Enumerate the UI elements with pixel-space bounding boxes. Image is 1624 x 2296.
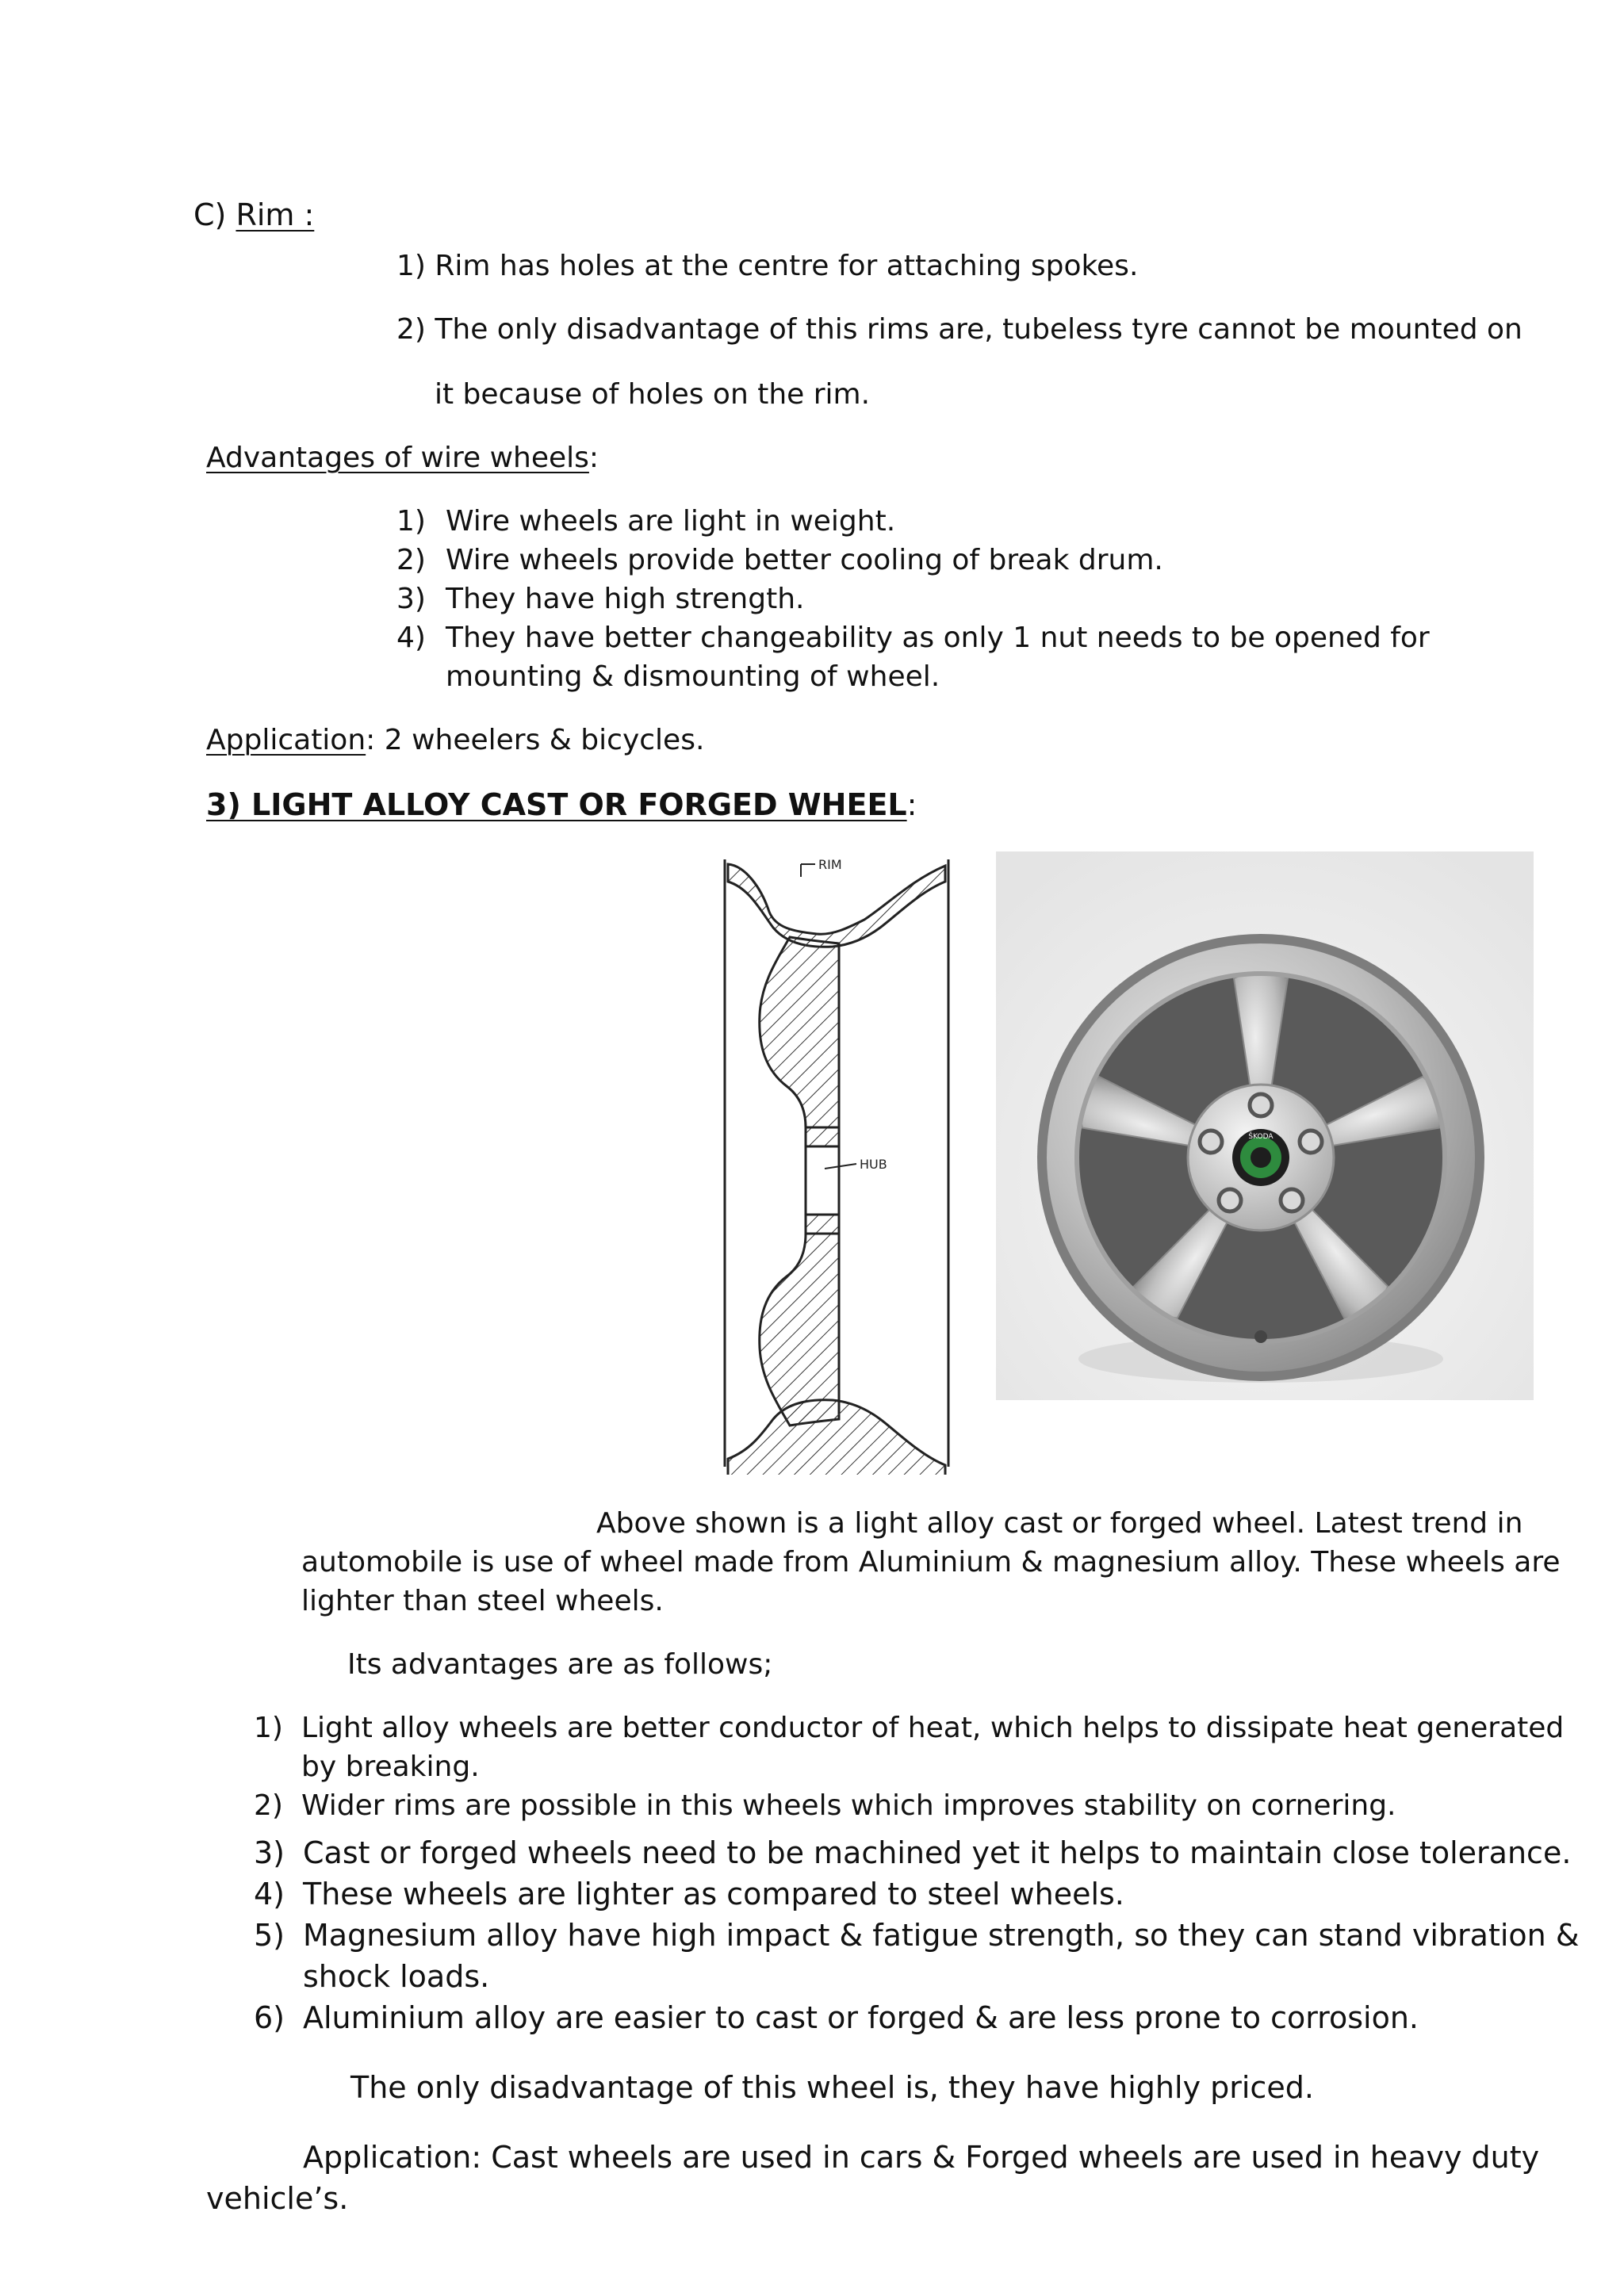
colon: :: [906, 787, 917, 822]
alloy-adv-text-2: Wider rims are possible in this wheels which improves stability on cornering.: [301, 1789, 1396, 1822]
alloy-adv-num-6: 6): [254, 2000, 285, 2035]
alloy-adv-text-4: These wheels are lighter as compared to steel wheels.: [303, 1877, 1124, 1911]
rim-point-1: [396, 252, 1138, 281]
alloy-adv-num-5: 5): [254, 1918, 285, 1953]
rim-point-2-cont: it because of holes on the rim.: [435, 378, 871, 411]
alloy-adv-text-5: Magnesium alloy have high impact & fatigue strength, so they can stand vibration &: [303, 1918, 1580, 1953]
list-number: 1): [396, 250, 426, 282]
colon: :: [588, 442, 599, 474]
wire-advantages-title: Advantages of wire wheels: [206, 442, 589, 474]
disadvantage-text: The only disadvantage of this wheel is, they have highly priced.: [350, 2070, 1314, 2105]
alloy-adv-num-3: 3): [254, 1835, 285, 1870]
alloy-adv-text-1-cont: by breaking.: [301, 1751, 480, 1783]
wire-application: [206, 726, 704, 755]
alloy-adv-text-3: Cast or forged wheels need to be machined yet it helps to maintain close tolerance.: [303, 1835, 1572, 1870]
description-line-1: Above shown is a light alloy cast or forged wheel. Latest trend in: [596, 1507, 1523, 1540]
wire-adv-text-4: They have better changeability as only 1 nut needs to be opened for: [446, 622, 1430, 654]
description-line-3: lighter than steel wheels.: [301, 1585, 664, 1617]
alloy-heading-text: 3) LIGHT ALLOY CAST OR FORGED WHEEL: [206, 787, 907, 822]
wheel-cross-section-diagram: [714, 848, 959, 1475]
hub-label: HUB: [860, 1157, 887, 1172]
wire-adv-num-1: 1): [396, 505, 426, 538]
wire-adv-num-3: 3): [396, 583, 426, 615]
wire-adv-text-1: Wire wheels are light in weight.: [446, 505, 896, 538]
wire-adv-text-2: Wire wheels provide better cooling of break drum.: [446, 544, 1163, 576]
list-text: The only disadvantage of this rims are, tubeless tyre cannot be mounted on: [435, 313, 1522, 346]
wire-adv-text-4-cont: mounting & dismounting of wheel.: [446, 660, 940, 693]
rim-point-2: [396, 313, 1522, 346]
rim-title: Rim :: [236, 197, 315, 232]
alloy-adv-num-2: 2): [254, 1789, 283, 1822]
wire-adv-text-3: They have high strength.: [446, 583, 805, 615]
list-number: 2): [396, 313, 426, 346]
description-line-2: automobile is use of wheel made from Aluminium & magnesium alloy. These wheels are: [301, 1546, 1561, 1578]
alloy-wheel-image: [996, 851, 1534, 1400]
advantages-intro: Its advantages are as follows;: [347, 1648, 773, 1681]
list-text: Rim has holes at the centre for attaching spokes.: [435, 250, 1139, 282]
alloy-adv-text-6: Aluminium alloy are easier to cast or forged & are less prone to corrosion.: [303, 2000, 1419, 2035]
wire-advantages-heading: [206, 444, 599, 473]
alloy-adv-num-1: 1): [254, 1712, 283, 1744]
alloy-adv-text-1: Light alloy wheels are better conductor of heat, which helps to dissipate heat generated: [301, 1712, 1565, 1744]
rim-section-heading: [193, 197, 315, 232]
alloy-application-line-1: Application: Cast wheels are used in cars & Forged wheels are used in heavy duty: [303, 2140, 1540, 2175]
rim-prefix: C): [193, 197, 236, 232]
rim-label: RIM: [818, 857, 842, 872]
wire-adv-num-2: 2): [396, 544, 426, 576]
alloy-wheel-heading: [206, 787, 917, 822]
application-text: : 2 wheelers & bicycles.: [366, 724, 705, 756]
alloy-application-line-2: vehicle’s.: [206, 2181, 349, 2216]
wire-adv-num-4: 4): [396, 622, 426, 654]
alloy-adv-text-5-cont: shock loads.: [303, 1959, 490, 1994]
badge-text: ŠKODA: [1248, 1133, 1274, 1141]
application-label: Application: [206, 724, 366, 756]
alloy-adv-num-4: 4): [254, 1877, 285, 1911]
